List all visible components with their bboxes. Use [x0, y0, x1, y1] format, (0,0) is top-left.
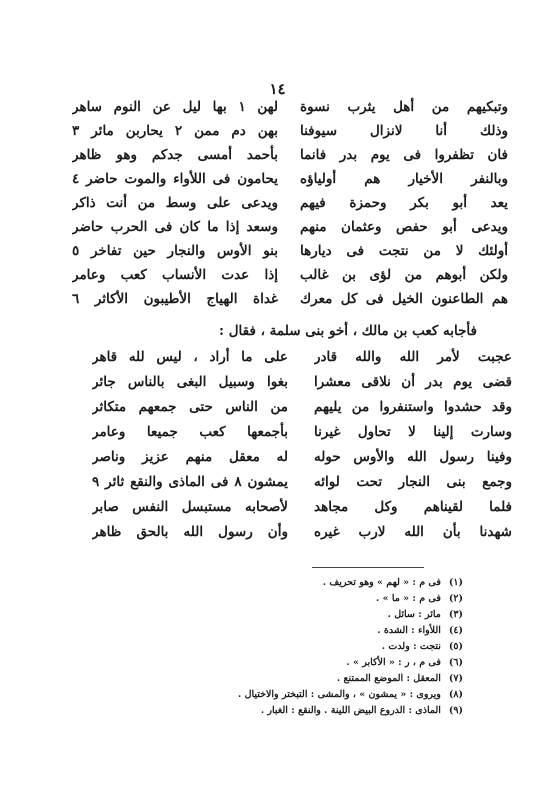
footnote-number: (٢) — [448, 593, 463, 604]
footnote-number: (٨) — [448, 689, 463, 700]
verse-second-hemistich: بأجمعها كعب جميعا وعامر — [92, 424, 288, 440]
verse-line — [92, 345, 512, 369]
verse-second-hemistich: من الناس حتى جمعهم متكاثر — [92, 399, 288, 415]
verse-second-hemistich: ويدعى على وسط من أنت ذاكر — [72, 195, 278, 211]
verse-second-hemistich: له معقل منهم عزيز وناصر — [92, 449, 288, 465]
verse-first-hemistich: ويدعى أبو حفص وعثمان منهم — [300, 219, 508, 235]
verse-second-hemistich: يمشون ٨ فى الماذى والنقع ثائر ٩ — [92, 474, 288, 490]
verse-first-hemistich: وتبكيهم من أهل يثرب نسوة — [300, 99, 508, 115]
footnote-number: (١) — [448, 577, 463, 588]
verse-line — [72, 191, 508, 215]
verse-line — [72, 215, 508, 239]
verse-first-hemistich: يعد أبو بكر وحمزة فيهم — [300, 195, 508, 211]
footnote — [100, 575, 463, 591]
verse-line — [92, 420, 512, 444]
footnote-text: مائر : سائل . — [387, 609, 441, 620]
verse-line — [92, 520, 512, 544]
verse-line — [92, 470, 512, 494]
footnote — [100, 703, 463, 719]
verse-line — [72, 239, 508, 263]
verse-first-hemistich: شهدنا بأن الله لارب غيره — [314, 524, 512, 540]
verse-first-hemistich: هم الطاعنون الخيل فى كل معرك — [300, 291, 508, 307]
verse-first-hemistich: فلما لقيناهم وكل مجاهد — [314, 499, 512, 515]
verse-first-hemistich: عجبت لأمر الله والله قادر — [314, 349, 512, 365]
verse-second-hemistich: وأن رسول الله بالحق ظاهر — [92, 524, 288, 540]
verse-line — [92, 495, 512, 519]
verse-line — [92, 395, 512, 419]
footnote-text: ويروى : « يمشون » ، والمشى : التبختر والاختيال . — [237, 689, 441, 700]
verse-second-hemistich: بهن دم ممن ٢ يحاربن مائر ٣ — [72, 123, 278, 139]
footnote-text: المعقل : الموضع الممتنع . — [336, 673, 441, 684]
verse-first-hemistich: أولئك لا من نتجت فى ديارها — [300, 243, 508, 259]
verse-line — [72, 263, 508, 287]
verse-second-hemistich: لأصحابه مستبسل النفس صابر — [92, 499, 288, 515]
page-number: ١٤ — [269, 80, 286, 98]
footnotes-list — [100, 575, 463, 719]
verse-line — [92, 445, 512, 469]
verse-line — [72, 167, 508, 191]
verse-first-hemistich: وفينا رسول الله والأوس حوله — [314, 449, 512, 465]
footnote-text: نتجت : ولدت . — [381, 641, 441, 652]
footnote — [100, 607, 463, 623]
footnote — [100, 687, 463, 703]
verse-first-hemistich: وسارت إلينا لا تحاول غيرنا — [314, 424, 512, 440]
verse-line — [72, 287, 508, 311]
footnote-text: فى م ، ر : « الأكابر » . — [346, 657, 441, 668]
verse-first-hemistich: وجمع بنى النجار تحت لوائه — [314, 474, 512, 490]
verse-first-hemistich: وذلك أنا لانزال سيوفنا — [300, 123, 508, 139]
footnote-number: (٧) — [448, 673, 463, 684]
footnote-number: (٦) — [448, 657, 463, 668]
poem-intro-line: فأجابه كعب بن مالك ، أخو بنى سلمة ، فقال : — [219, 323, 477, 339]
verse-second-hemistich: بأحمد أمسى جدكم وهو ظاهر — [72, 147, 278, 163]
footnote-text: فى م : « ما » . — [376, 593, 441, 604]
verse-first-hemistich: فان تظفروا فى يوم بدر فانما — [300, 147, 508, 163]
footnote-text: اللأواء : الشدة . — [377, 625, 441, 636]
verse-second-hemistich: لهن ١ بها ليل عن النوم ساهر — [72, 99, 278, 115]
footnote-separator — [312, 567, 424, 568]
verse-line — [72, 119, 508, 143]
verse-line — [72, 143, 508, 167]
footnote — [100, 623, 463, 639]
verse-first-hemistich: وقد حشدوا واستنفروا من يليهم — [314, 399, 512, 415]
footnote-number: (٥) — [448, 641, 463, 652]
verse-second-hemistich: وسعد إذا ما كان فى الحرب حاضر — [72, 219, 278, 235]
verse-second-hemistich: غداة الهياج الأطيبون الأكاثر ٦ — [72, 291, 278, 307]
verse-line — [72, 95, 508, 119]
footnote-text: فى م : « لهم » وهو تحريف . — [322, 577, 441, 588]
verse-second-hemistich: بغوا وسبيل البغى بالناس جائر — [92, 374, 288, 390]
verse-first-hemistich: وبالنفر الأخيار هم أولياؤه — [300, 171, 508, 187]
footnote — [100, 655, 463, 671]
verse-first-hemistich: قضى يوم بدر أن نلاقى معشرا — [314, 374, 512, 390]
verse-line — [92, 370, 512, 394]
footnote — [100, 639, 463, 655]
verse-second-hemistich: إذا عدت الأنساب كعب وعامر — [72, 267, 278, 283]
footnote-number: (٩) — [448, 705, 463, 716]
verse-second-hemistich: بنو الأوس والنجار حين تفاخر ٥ — [72, 243, 278, 259]
verse-second-hemistich: على ما أراد ، ليس لله قاهر — [92, 349, 288, 365]
verse-first-hemistich: ولكن أبوهم من لؤى بن غالب — [300, 267, 508, 283]
footnote — [100, 591, 463, 607]
footnote-number: (٤) — [448, 625, 463, 636]
footnote — [100, 671, 463, 687]
footnote-number: (٣) — [448, 609, 463, 620]
footnote-text: الماذى : الدروع البيض اللينة . والنقع : الغبار . — [260, 705, 441, 716]
verse-second-hemistich: يحامون فى اللأواء والموت حاضر ٤ — [72, 171, 278, 187]
